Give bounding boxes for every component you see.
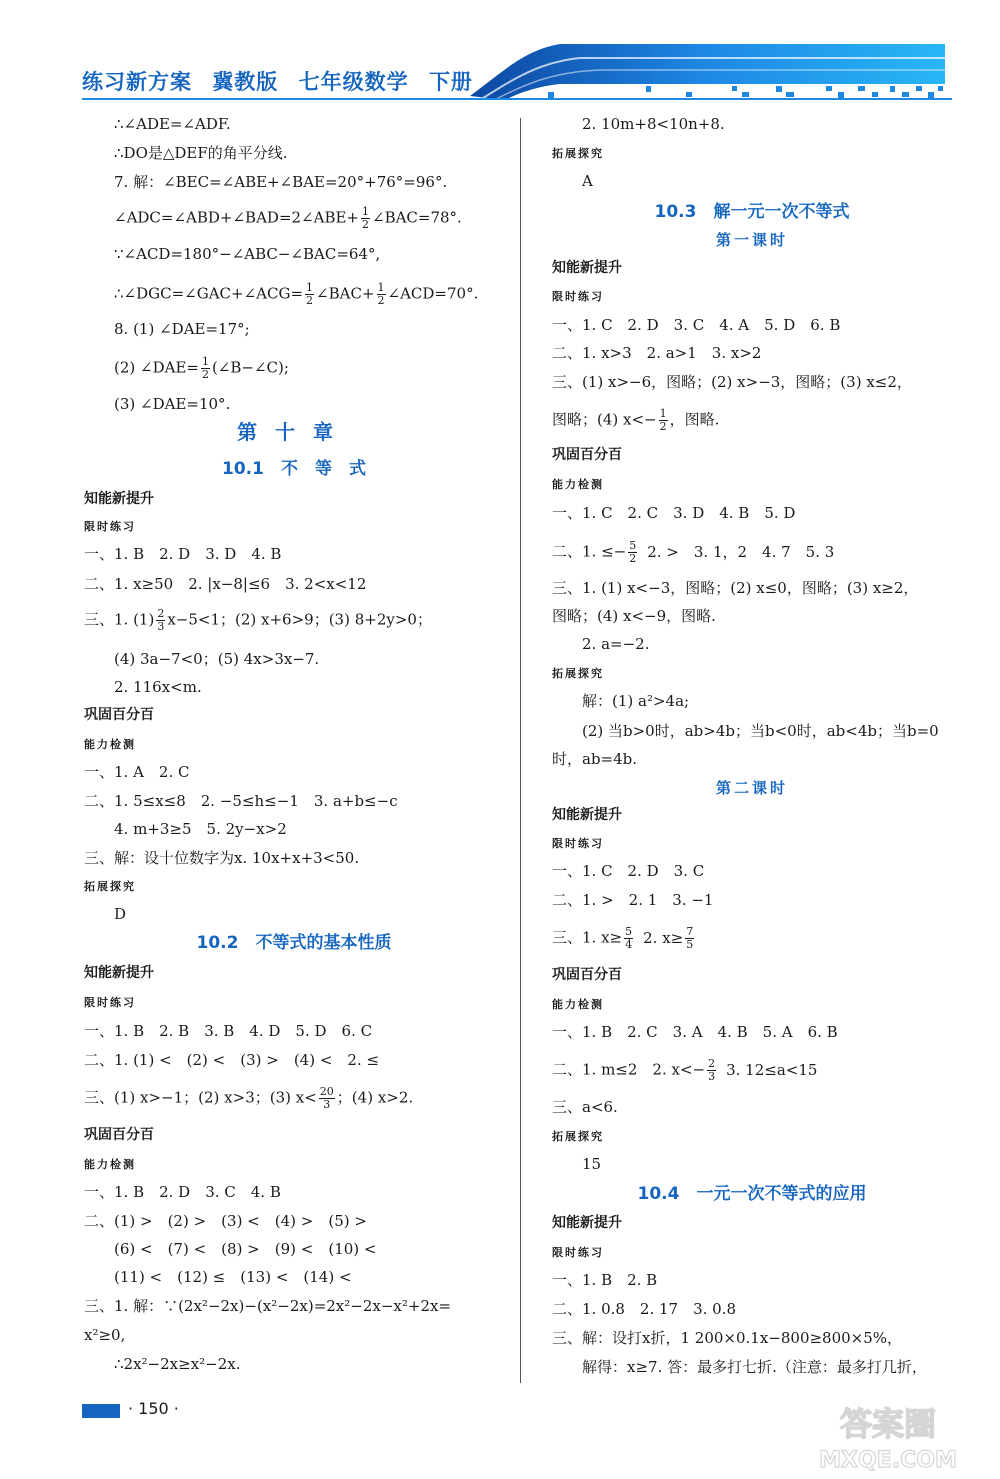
- fraction: $\frac{1}{2}$: [659, 407, 667, 433]
- section-heading: 巩固百分百: [552, 447, 622, 463]
- text-span: 三、1. x≥: [552, 928, 623, 947]
- text-line: x²≥0,: [84, 1326, 126, 1344]
- text-line: (2) 当b>0时，ab>4b；当b<0时，ab<4b；当b=0: [582, 722, 939, 740]
- watermark-logo: [800, 1395, 975, 1475]
- text-span: ；(4) x>2.: [336, 1088, 414, 1107]
- sub-heading: 限时练习: [84, 996, 136, 1009]
- text-line: ∵∠ACD=180°−∠ABC−∠BAC=64°,: [114, 245, 381, 263]
- section-heading: 巩固百分百: [84, 707, 154, 723]
- text-line: 一、1. C 2. C 3. D 4. B 5. D: [552, 504, 796, 522]
- text-span: 3. 12≤a<15: [726, 1060, 818, 1079]
- fraction: $\frac{20}{3}$: [319, 1085, 334, 1111]
- text-line: 二、1. x≥50 2. |x−8|≤6 3. 2<x<12: [84, 575, 367, 593]
- fraction: $\frac{5}{2}$: [629, 539, 637, 565]
- text-line: 7. 解：∠BEC=∠ABE+∠BAE=20°+76°=96°.: [114, 173, 448, 191]
- text-line: 4. m+3≥5 5. 2y−x>2: [114, 820, 287, 838]
- text-line: [552, 540, 834, 565]
- text-span: ∠ACD=70°.: [387, 284, 479, 303]
- section-heading: 知能新提升: [552, 1215, 622, 1231]
- text-line: (4) 3a−7<0；(5) 4x>3x−7.: [114, 650, 320, 668]
- text-span: ∠BAC=78°.: [372, 208, 462, 227]
- text-line: (6) < (7) < (8) > (9) < (10) <: [114, 1240, 377, 1258]
- text-line: 二、1. 0.8 2. 17 3. 0.8: [552, 1300, 737, 1318]
- lesson-title: 第二课时: [715, 779, 788, 797]
- text-line: 一、1. C 2. D 3. C: [552, 862, 705, 880]
- sub-heading: 能力检测: [552, 478, 604, 491]
- section-title: 10.1 不 等 式: [222, 459, 366, 479]
- text-line: 三、解：设十位数字为x. 10x+x+3<50.: [84, 849, 360, 867]
- text-line: [84, 282, 478, 307]
- text-span: ∠BAC+: [316, 284, 375, 303]
- fraction: $\frac{7}{5}$: [686, 925, 694, 951]
- fraction: $\frac{1}{2}$: [306, 281, 314, 307]
- text-line: [552, 926, 696, 951]
- sub-heading: 限时练习: [552, 1246, 604, 1259]
- sub-heading: 拓展探究: [84, 880, 136, 893]
- text-line: 三、a<6.: [552, 1098, 618, 1116]
- sub-heading: 拓展探究: [552, 667, 604, 680]
- sub-heading: 能力检测: [84, 1158, 136, 1171]
- text-span: 2. x≥: [643, 928, 684, 947]
- section-title: 10.3 解一元一次不等式: [654, 202, 850, 222]
- text-line: 图略；(4) x<−9，图略.: [552, 607, 716, 625]
- sub-heading: 限时练习: [552, 837, 604, 850]
- sub-heading: 限时练习: [84, 520, 136, 533]
- text-line: 三、1. 解：∵(2x²−2x)−(x²−2x)=2x²−2x−x²+2x=: [84, 1297, 452, 1315]
- text-line: 8. (1) ∠DAE=17°;: [114, 320, 250, 338]
- text-span: 图略；(4) x<−: [552, 410, 657, 429]
- fraction: $\frac{2}{3}$: [708, 1057, 716, 1083]
- section-heading: 知能新提升: [84, 965, 154, 981]
- text-line: [84, 206, 462, 231]
- text-span: ∴∠DGC=∠GAC+∠ACG=: [114, 284, 304, 303]
- sub-heading: 能力检测: [552, 998, 604, 1011]
- text-line: [84, 356, 289, 381]
- text-line: (3) ∠DAE=10°.: [114, 395, 231, 413]
- header-rule: [82, 98, 952, 100]
- volume-label: 下册: [428, 70, 473, 94]
- section-heading: 知能新提升: [552, 807, 622, 823]
- text-line: 一、1. C 2. D 3. C 4. A 5. D 6. B: [552, 316, 841, 334]
- page-header: [0, 0, 1000, 112]
- text-line: 一、1. B 2. B 3. B 4. D 5. D 6. C: [84, 1022, 373, 1040]
- sub-heading: 限时练习: [552, 290, 604, 303]
- text-line: (11) < (12) ≤ (13) < (14) <: [114, 1268, 352, 1286]
- text-span: 2. > 3. 1，2 4. 7 5. 3: [647, 542, 835, 561]
- sub-heading: 能力检测: [84, 738, 136, 751]
- text-span: x−5<1；(2) x+6>9；(3) 8+2y>0；: [167, 610, 432, 629]
- section-heading: 知能新提升: [84, 491, 154, 507]
- footer-color-bar: [82, 1404, 120, 1418]
- text-line: 二、1. 5≤x≤8 2. −5≤h≤−1 3. a+b≤−c: [84, 792, 398, 810]
- section-heading: 巩固百分百: [552, 967, 622, 983]
- grade-label: 七年级数学: [298, 70, 409, 94]
- text-line: ∴DO是△DEF的角平分线.: [114, 144, 288, 162]
- fraction: $\frac{5}{4}$: [625, 925, 633, 951]
- watermark-text-top: 答案圈: [839, 1405, 937, 1443]
- header-title: [82, 66, 485, 96]
- text-span: 二、1. ≤−: [552, 542, 627, 561]
- sub-heading: 拓展探究: [552, 1130, 604, 1143]
- section-heading: 知能新提升: [552, 260, 622, 276]
- text-line: D: [114, 905, 127, 923]
- text-line: 解得：x≥7. 答：最多打七折.（注意：最多打几折，: [582, 1358, 927, 1376]
- text-line: 一、1. B 2. B: [552, 1271, 658, 1289]
- text-line: 2. a=−2.: [582, 635, 650, 653]
- text-line: 一、1. B 2. D 3. C 4. B: [84, 1183, 281, 1201]
- text-line: 2. 10m+8<10n+8.: [582, 115, 725, 133]
- text-line: ∴2x²−2x≥x²−2x.: [114, 1355, 241, 1373]
- text-line: 时，ab=4b.: [552, 750, 638, 768]
- text-line: 三、1. (1) x<−3，图略；(2) x≤0，图略；(3) x≥2，: [552, 579, 919, 597]
- text-span: 三、1. (1): [84, 610, 155, 629]
- text-span: 三、(1) x>−1；(2) x>3；(3) x<: [84, 1088, 317, 1107]
- sub-heading: 拓展探究: [552, 147, 604, 160]
- fraction: $\frac{2}{3}$: [157, 607, 165, 633]
- section-title: 10.4 一元一次不等式的应用: [637, 1184, 867, 1204]
- text-line: [552, 408, 719, 433]
- text-line: 三、解：设打x折，1 200×0.1x−800≥800×5%，: [552, 1329, 903, 1347]
- edition-label: 冀教版: [212, 70, 279, 94]
- text-line: 三、(1) x>−6，图略；(2) x>−3，图略；(3) x≤2，: [552, 373, 912, 391]
- fraction: $\frac{1}{2}$: [201, 355, 209, 381]
- text-line: [84, 608, 432, 633]
- text-line: 一、1. B 2. D 3. D 4. B: [84, 545, 282, 563]
- text-line: 一、1. B 2. C 3. A 4. B 5. A 6. B: [552, 1023, 838, 1041]
- chapter-title: 第十章: [237, 420, 351, 444]
- column-divider: [520, 118, 521, 1383]
- text-line: 二、1. > 2. 1 3. −1: [552, 891, 714, 909]
- book-title: 练习新方案: [82, 70, 192, 94]
- text-line: 解：(1) a²>4a;: [582, 692, 690, 710]
- text-span: ∠ADC=∠ABD+∠BAD=2∠ABE+: [114, 208, 359, 227]
- text-line: 2. 116x<m.: [114, 678, 202, 696]
- text-line: 一、1. A 2. C: [84, 763, 190, 781]
- text-span: (∠B−∠C);: [211, 358, 289, 377]
- text-line: A: [582, 172, 593, 190]
- text-line: ∴∠ADE=∠ADF.: [114, 115, 231, 133]
- fraction: $\frac{1}{2}$: [362, 205, 369, 231]
- page-number: · 150 ·: [128, 1399, 179, 1418]
- text-line: 二、1. (1) < (2) < (3) > (4) < 2. ≤: [84, 1051, 380, 1069]
- text-line: [84, 1086, 413, 1111]
- watermark-text-bottom: MXQE.COM: [819, 1448, 957, 1473]
- section-title: 10.2 不等式的基本性质: [196, 933, 392, 953]
- text-line: 二、(1) > (2) > (3) < (4) > (5) >: [84, 1212, 367, 1230]
- text-line: 15: [582, 1155, 602, 1173]
- fraction: $\frac{1}{2}$: [377, 281, 385, 307]
- section-heading: 巩固百分百: [84, 1127, 154, 1143]
- text-line: [552, 1058, 817, 1083]
- text-span: 二、1. m≤2 2. x<−: [552, 1060, 706, 1079]
- text-line: 二、1. x>3 2. a>1 3. x>2: [552, 344, 762, 362]
- lesson-title: 第一课时: [715, 231, 788, 249]
- text-span: (2) ∠DAE=: [114, 358, 199, 377]
- text-span: ，图略.: [669, 410, 720, 429]
